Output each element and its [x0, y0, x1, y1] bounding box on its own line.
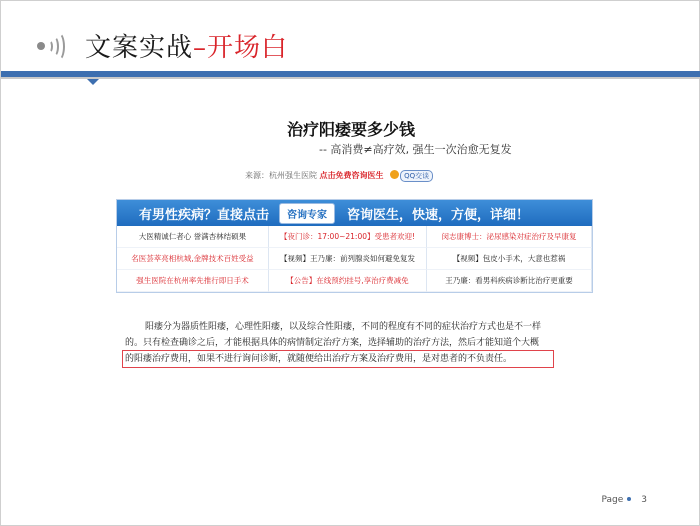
news-link[interactable]: 闵志康博士：泌尿感染对症治疗及早康复 — [427, 226, 592, 248]
header-rule-shadow — [1, 77, 700, 79]
body-line-2: 的。只有检查确诊之后，才能根据具体的病情制定治疗方案，选择辅助的治疗方法，然后才能知道个大概 — [125, 338, 540, 348]
slide-header — [1, 1, 700, 79]
article-title: 治疗阳痿要多少钱 — [286, 120, 415, 139]
page-footer — [601, 495, 647, 505]
header-pointer — [87, 79, 99, 85]
body-line-1: 阳痿分为器质性阳痿，心理性阳痿，以及综合性阳痿，不同的程度有不同的症状治疗方式也是不一样 — [145, 322, 542, 332]
news-link[interactable]: 王乃廉：看男科疾病诊断比治疗更重要 — [427, 270, 592, 292]
article-subtitle: -- 高消费≠高疗效, 强生一次治愈无复发 — [319, 143, 512, 156]
news-link[interactable]: 【视频】王乃廉：前列腺炎如何避免复发 — [269, 248, 427, 270]
news-link-grid — [117, 226, 592, 292]
slide-title-main: 文案实战 — [85, 33, 194, 63]
banner-tagline: 咨询医生，快速，方便，详细！ — [347, 207, 530, 223]
qq-icon — [390, 170, 399, 179]
speaker-icon — [37, 35, 67, 57]
body-line-3: 的阳痿治疗费用，如果不进行询问诊断，就随便给出治疗方案及治疗费用，是对患者的不负责任。 — [125, 354, 513, 364]
news-link[interactable]: 名医荟萃亮相杭城,金牌技术百姓受益 — [117, 248, 269, 270]
article-source — [245, 170, 433, 182]
news-link[interactable]: 【公告】在线预约挂号,享治疗费减免 — [269, 270, 427, 292]
consult-expert-button[interactable]: 咨询专家 — [279, 203, 335, 224]
news-link[interactable]: 大医精诚仁者心 誉满杏林结硕果 — [117, 226, 269, 248]
consult-banner[interactable] — [117, 200, 592, 226]
free-consult-link[interactable]: 点击免费咨询医生 — [319, 171, 384, 180]
body-line — [125, 319, 585, 335]
news-link[interactable]: 【夜门诊：17:00~21:00】受患者欢迎! — [269, 226, 427, 248]
highlight-box — [122, 350, 554, 368]
consult-panel — [116, 199, 593, 293]
source-label: 来源：杭州强生医院 — [245, 171, 317, 180]
slide-title-accent: –开场白 — [193, 33, 289, 63]
banner-question: 有男性疾病？直接点击 — [139, 207, 270, 223]
news-link[interactable]: 【视频】包皮小手术，大意也惹祸 — [427, 248, 592, 270]
page-number: 3 — [641, 495, 647, 505]
page-separator — [627, 497, 631, 501]
qq-chat-button[interactable]: QQ交谈 — [400, 170, 433, 182]
news-link[interactable]: 强生医院在杭州率先推行即日手术 — [117, 270, 269, 292]
slide-title — [85, 27, 288, 64]
page-label: Page — [601, 495, 624, 505]
